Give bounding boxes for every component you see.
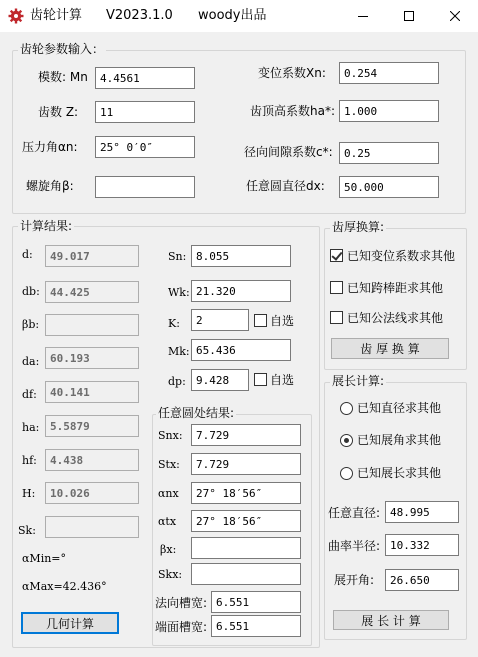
modulus-label: 模数: Mn (38, 70, 88, 84)
clearance-coeff-label: 径向间隙系数c*: (244, 145, 333, 159)
involute-calc-button[interactable]: 展 长 计 算 (333, 610, 449, 630)
k-self-label: 自选 (270, 314, 295, 328)
skx-output[interactable] (191, 563, 301, 585)
snx-output[interactable] (191, 424, 301, 446)
minimize-icon (358, 11, 368, 21)
thickness-option-3-checkbox[interactable] (330, 311, 343, 324)
involute-option-1-label: 已知直径求其他 (357, 401, 442, 415)
beta-x-output[interactable] (191, 537, 301, 559)
wk-label: Wk: (168, 286, 190, 299)
wk-output[interactable] (191, 280, 291, 302)
skx-label: Skx: (158, 568, 183, 581)
sk-output (45, 516, 139, 538)
transverse-width-label: 端面槽宽: (155, 620, 208, 634)
involute-option-2-radio[interactable] (340, 434, 353, 447)
h-label: H: (22, 487, 36, 500)
close-icon (450, 11, 460, 21)
pressure-angle-label: 压力角αn: (22, 140, 78, 154)
alpha-max-label: αMax=42.436° (22, 580, 107, 593)
normal-width-output[interactable] (211, 591, 301, 613)
k-self-checkbox[interactable] (254, 314, 267, 327)
clearance-coeff-input[interactable] (339, 142, 439, 164)
alpha-nx-output[interactable] (191, 482, 301, 504)
mk-output[interactable] (191, 339, 291, 361)
df-label: df: (22, 388, 37, 401)
ha-label: ha: (22, 421, 40, 434)
thickness-option-2-label: 已知跨棒距求其他 (347, 281, 444, 295)
dp-input[interactable] (191, 369, 249, 391)
db-label: db: (22, 285, 40, 298)
any-diameter-input[interactable] (339, 176, 439, 198)
ha-output (45, 415, 139, 437)
hf-output (45, 449, 139, 471)
alpha-min-label: αMin=° (22, 552, 67, 565)
df-output (45, 381, 139, 403)
stx-output[interactable] (191, 453, 301, 475)
thickness-option-1-label: 已知变位系数求其他 (347, 249, 456, 263)
any-diameter-label: 任意圆直径dx: (246, 179, 325, 193)
curvature-radius-input[interactable] (385, 534, 459, 556)
involute-group-title: 展长计算: (332, 374, 385, 388)
window-title: 齿轮计算 (30, 8, 83, 23)
close-button[interactable] (432, 0, 478, 32)
transverse-width-output[interactable] (211, 615, 301, 637)
author-label: woody出品 (198, 8, 267, 23)
hf-label: hf: (22, 454, 37, 467)
gear-icon (8, 8, 24, 24)
k-input[interactable] (191, 309, 249, 331)
thickness-option-1-checkbox[interactable] (330, 249, 343, 262)
thickness-group-title: 齿厚换算: (332, 220, 385, 234)
thickness-option-3-label: 已知公法线求其他 (347, 311, 444, 325)
sn-label: Sn: (168, 250, 187, 263)
beta-x-label: βx: (160, 543, 177, 556)
da-output (45, 347, 139, 369)
involute-option-2-label: 已知展角求其他 (357, 433, 442, 447)
title-bar (0, 0, 478, 32)
dp-label: dp: (168, 375, 186, 388)
involute-option-1-radio[interactable] (340, 402, 353, 415)
shift-coeff-input[interactable] (339, 62, 439, 84)
maximize-icon (404, 11, 414, 21)
beta-b-output (45, 314, 139, 336)
helix-angle-label: 螺旋角β: (26, 179, 74, 193)
d-label: d: (22, 248, 33, 261)
maximize-button[interactable] (386, 0, 432, 32)
sk-label: Sk: (18, 524, 36, 537)
thickness-convert-button[interactable]: 齿 厚 换 算 (331, 338, 449, 359)
pressure-angle-input[interactable] (95, 136, 195, 158)
d-output (45, 245, 139, 267)
geometry-calc-button[interactable]: 几何计算 (21, 612, 119, 634)
anycircle-group-title: 任意圆处结果: (158, 406, 235, 420)
shift-coeff-label: 变位系数Xn: (258, 66, 326, 80)
modulus-input[interactable] (95, 67, 195, 89)
teeth-label: 齿数 Z: (38, 105, 79, 119)
sn-output[interactable] (191, 245, 291, 267)
alpha-tx-output[interactable] (191, 510, 301, 532)
mk-label: Mk: (168, 345, 190, 358)
normal-width-label: 法向槽宽: (155, 596, 208, 610)
alpha-tx-label: αtx (158, 515, 177, 528)
thickness-option-2-checkbox[interactable] (330, 281, 343, 294)
stx-label: Stx: (158, 458, 180, 471)
involute-diameter-input[interactable] (385, 501, 459, 523)
beta-b-label: βb: (22, 318, 40, 331)
alpha-nx-label: αnx (158, 487, 179, 500)
minimize-button[interactable] (340, 0, 386, 32)
roll-angle-label: 展开角: (334, 573, 375, 587)
dp-self-label: 自选 (270, 373, 295, 387)
curvature-radius-label: 曲率半径: (328, 539, 381, 553)
da-label: da: (22, 355, 40, 368)
involute-option-3-label: 已知展长求其他 (357, 466, 442, 480)
addendum-coeff-input[interactable] (339, 100, 439, 122)
db-output (45, 281, 139, 303)
addendum-coeff-label: 齿顶高系数ha*: (250, 104, 336, 118)
dp-self-checkbox[interactable] (254, 373, 267, 386)
roll-angle-input[interactable] (385, 569, 459, 591)
teeth-input[interactable] (95, 101, 195, 123)
helix-angle-input[interactable] (95, 176, 195, 198)
params-group-title: 齿轮参数输入： (20, 42, 105, 56)
involute-diameter-label: 任意直径: (328, 506, 381, 520)
h-output (45, 482, 139, 504)
k-label: K: (168, 317, 180, 330)
version-label: V2023.1.0 (106, 8, 173, 23)
snx-label: Snx: (158, 429, 183, 442)
results-group-title: 计算结果: (20, 219, 73, 233)
involute-option-3-radio[interactable] (340, 467, 353, 480)
